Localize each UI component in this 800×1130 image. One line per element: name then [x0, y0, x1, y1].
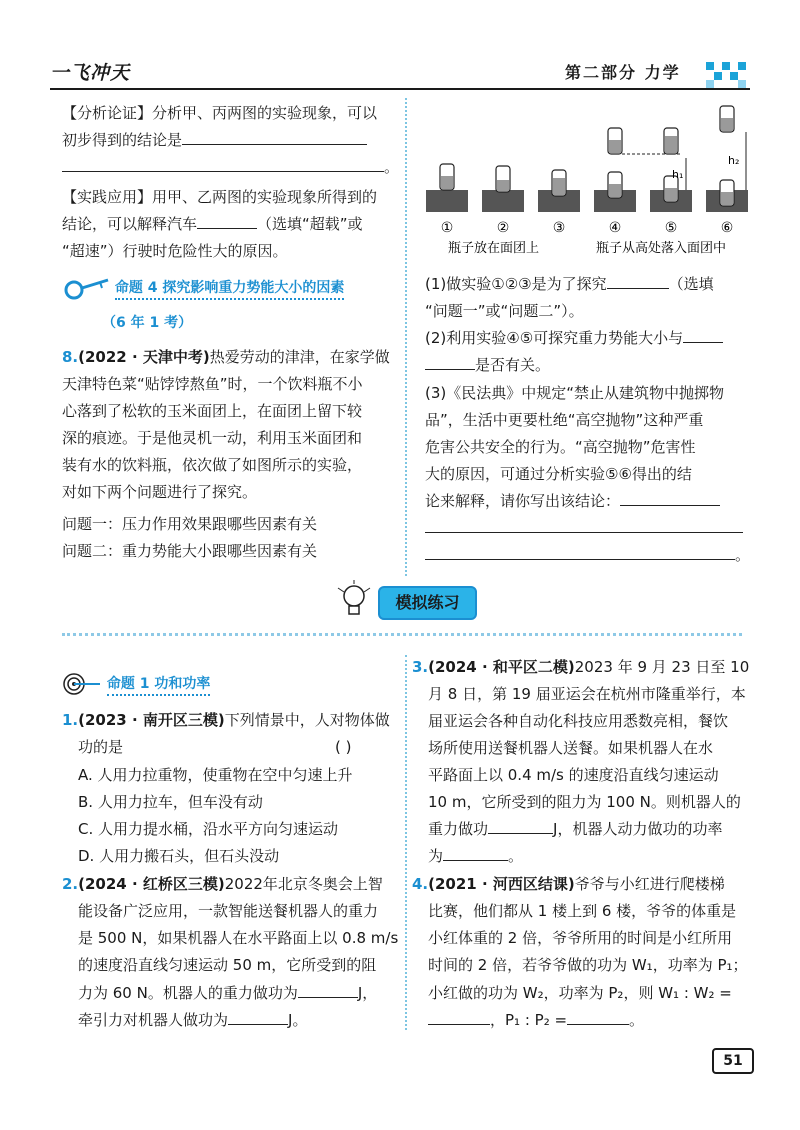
- q2-line2: 能设备广泛应用，一款智能送餐机器人的重力: [78, 902, 379, 920]
- sub-question-3-answer-line1: [425, 515, 743, 541]
- sub-question-1-line1: (1)做实验①②③是为了探究 （选填: [425, 271, 714, 297]
- page-number: 51: [712, 1048, 754, 1074]
- question-one: 问题一：压力作用效果跟哪些因素有关: [62, 515, 318, 533]
- analysis-line3: 。: [62, 154, 399, 180]
- q3-line6: 10 m，它所受到的阻力为 100 N。则机器人的: [428, 793, 741, 811]
- column-divider-top: [405, 98, 407, 576]
- q3-line1: 3.(2024 · 和平区二模)2023 年 9 月 23 日至 10: [412, 658, 750, 676]
- lightbulb-icon: [336, 580, 372, 624]
- q2-line6: 牵引力对机器人做功为 J。: [78, 1007, 307, 1033]
- topic-1-heading: 命题 1 功和功率: [62, 672, 210, 696]
- q3-line2: 月 8 日，第 19 届亚运会在杭州市隆重举行，本: [428, 685, 746, 703]
- answer-paren: ( ): [335, 738, 352, 756]
- q3-line3: 届亚运会各种自动化科技应用悉数亮相，餐饮: [428, 712, 729, 730]
- q8-line6: 对如下两个问题进行了探究。: [62, 483, 258, 501]
- section-divider: [62, 633, 742, 636]
- fig-caption-2: 瓶子从高处落入面团中: [596, 241, 727, 256]
- q8-line2: 天津特色菜“贴饽饽熬鱼”时，一个饮料瓶不小: [62, 375, 363, 393]
- target-icon: [62, 672, 102, 696]
- q2-line3: 是 500 N，如果机器人在水平路面上以 0.8 m/s: [78, 929, 399, 947]
- fig-label-1: ①: [440, 220, 454, 236]
- question-two: 问题二：重力势能大小跟哪些因素有关: [62, 542, 318, 560]
- option-a: A. 人用力拉重物，使重物在空中匀速上升: [78, 766, 353, 784]
- q4-line3: 小红体重的 2 倍，爷爷所用的时间是小红所用: [428, 929, 733, 947]
- analysis-line2: 初步得到的结论是: [62, 127, 367, 153]
- q8-line4: 深的痕迹。于是他灵机一动，利用玉米面团和: [62, 429, 363, 447]
- header-rule: [50, 88, 750, 90]
- section-title: 第二部分 力学: [565, 63, 681, 82]
- q8-line1: 8.(2022 · 天津中考)热爱劳动的津津，在家学做: [62, 348, 390, 366]
- h1-label: h₁: [672, 168, 684, 181]
- sub-question-3-line4: 大的原因，可通过分析实验⑤⑥得出的结: [425, 465, 692, 483]
- fig-label-3: ③: [552, 220, 566, 236]
- section-banner: 模拟练习: [378, 586, 477, 620]
- option-d: D. 人用力搬石头，但石头没动: [78, 847, 280, 865]
- practice-line3: “超速”）行驶时危险性大的原因。: [62, 242, 288, 260]
- fig-label-6: ⑥: [720, 220, 734, 236]
- sub-question-3-line3: 危害公共安全的行为。“高空抛物”危害性: [425, 438, 696, 456]
- fig-label-2: ②: [496, 220, 510, 236]
- q1-line2: 功的是: [78, 738, 124, 756]
- practice-line1: 【实践应用】用甲、乙两图的实验现象所得到的: [62, 188, 378, 206]
- q8-line5: 装有水的饮料瓶，依次做了如图所示的实验，: [62, 456, 363, 474]
- sub-question-3-line1: (3)《民法典》中规定“禁止从建筑物中抛掷物: [425, 384, 725, 402]
- analysis-line1: 【分析论证】分析甲、丙两图的实验现象，可以: [62, 104, 378, 122]
- sub-question-3-line5: 论来解释，请你写出该结论：: [425, 488, 720, 514]
- fig-label-5: ⑤: [664, 220, 678, 236]
- option-b: B. 人用力拉车，但车没有动: [78, 793, 263, 811]
- sub-question-2-line2: 是否有关。: [425, 352, 550, 378]
- experiment-figure: [418, 98, 753, 258]
- q4-line4: 时间的 2 倍，若爷爷做的功为 W₁，功率为 P₁；: [428, 956, 748, 974]
- q4-line1: 4.(2021 · 河西区结课)爷爷与小红进行爬楼梯: [412, 875, 725, 893]
- q3-line7: 重力做功 J，机器人动力做功的功率: [428, 816, 722, 842]
- q3-line4: 场所使用送餐机器人送餐。如果机器人在水: [428, 739, 714, 757]
- fig-caption-1: 瓶子放在面团上: [448, 241, 540, 256]
- sub-question-2-line1: (2)利用实验④⑤可探究重力势能大小与: [425, 325, 723, 351]
- brand-title: 一飞冲天: [50, 62, 131, 84]
- q1-line1: 1.(2023 · 南开区三模)下列情景中，人对物体做: [62, 711, 390, 729]
- h2-label: h₂: [728, 154, 740, 167]
- fig-label-4: ④: [608, 220, 622, 236]
- sub-question-3-line2: 品”，生活中更要杜绝“高空抛物”这种严重: [425, 411, 704, 429]
- q3-line5: 平路面上以 0.4 m/s 的速度沿直线匀速运动: [428, 766, 719, 784]
- q2-line4: 的速度沿直线匀速运动 50 m，它所受到的阻: [78, 956, 377, 974]
- q4-line5: 小红做的功为 W₂，功率为 P₂，则 W₁ : W₂ =: [428, 984, 732, 1002]
- q2-line1: 2.(2024 · 红桥区三模)2022年北京冬奥会上智: [62, 875, 383, 893]
- q8-line3: 心落到了松软的玉米面团上，在面团上留下较: [62, 402, 363, 420]
- q4-line6: ，P₁ : P₂ = 。: [428, 1007, 644, 1033]
- column-divider-bottom: [405, 655, 407, 1030]
- practice-line2: 结论，可以解释汽车 （选填“超载”或: [62, 211, 363, 237]
- key-icon: [62, 274, 110, 302]
- option-c: C. 人用力提水桶，沿水平方向匀速运动: [78, 820, 339, 838]
- sub-question-3-answer-line2: 。: [425, 542, 750, 568]
- q2-line5: 力为 60 N。机器人的重力做功为 J，: [78, 980, 377, 1006]
- topic-4-heading: 命题 4 探究影响重力势能大小的因素: [62, 274, 344, 302]
- sub-question-1-line2: “问题一”或“问题二”）。: [425, 302, 584, 320]
- q4-line2: 比赛，他们都从 1 楼上到 6 楼，爷爷的体重是: [428, 902, 737, 920]
- topic-4-frequency: （6 年 1 考）: [102, 315, 193, 331]
- q3-line8: 为 。: [428, 843, 523, 869]
